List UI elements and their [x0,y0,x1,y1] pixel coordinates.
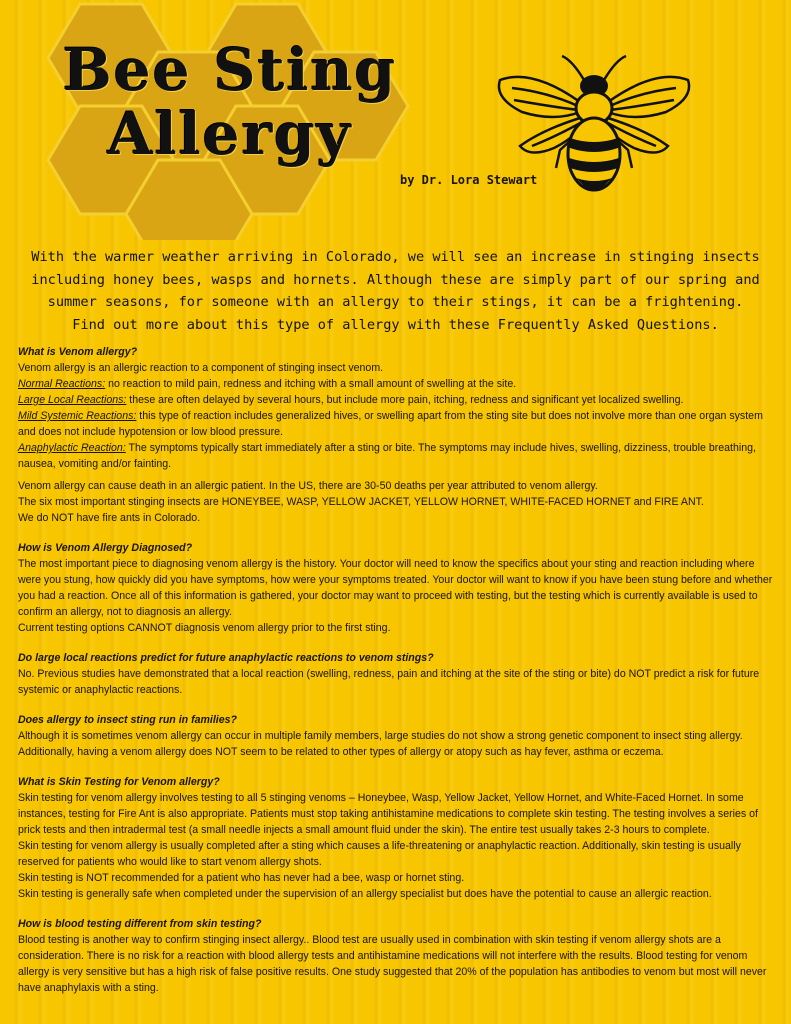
faq-paragraph: Skin testing is generally safe when completed under the supervision of an allergy specialist but does have the potential to cause an allergic reaction. [18,888,712,900]
reaction-label: Mild Systemic Reactions: [18,410,137,422]
author-byline: by Dr. Lora Stewart [400,173,538,187]
faq-paragraph: Skin testing for venom allergy is usually completed after a sting which causes a life-threatening or anaphylactic reaction. Additionally, skin testing is usually reserved for patients who would like to start venom allergy shots. [18,840,741,868]
intro-text [18,246,773,336]
reaction-label: Normal Reactions: [18,378,106,390]
faq-paragraph: Skin testing for venom allergy involves testing to all 5 stinging venoms – Honeybee, Wasp, Yellow Jacket, Yellow Hornet, and White-Faced Hornet. In some instances, testing for Fire Ant is also appropriate. Patients must stop taking antihistamine medications to complete skin testing. The testing involves a series of prick tests and then intradermal test (a small needle injects a small amount fluid under the skin). The entire test usually takes 2-3 hours to complete. [18,792,758,836]
reaction-label: Large Local Reactions: [18,394,127,406]
title-line-2: Allergy [107,100,353,168]
reaction-text: these are often delayed by several hours, but include more pain, itching, redness and significant yet localized swelling. [126,394,684,406]
faq-paragraph [18,392,778,408]
reaction-label: Anaphylactic Reaction: [18,442,126,454]
faq-question: What is Venom allergy? [18,346,138,358]
bee-icon [492,50,697,192]
faq-paragraph: Venom allergy is an allergic reaction to a component of stinging insect venom. [18,362,384,374]
header [0,0,791,240]
faq-paragraph: Skin testing is NOT recommended for a patient who has never had a bee, wasp or hornet sting. [18,872,465,884]
faq-paragraph: The most important piece to diagnosing venom allergy is the history. Your doctor will need to know the specifics about your sting and reaction including where were you stung, how quickly did you have symptoms, how were your symptoms treated. Your doctor will want to know if you have been stung before and whether you had a reaction. Once all of this information is gathered, your doctor may want to proceed with testing, but the testing which is currently available is used to confirm an allergy, not to diagnosis an allergy. [18,558,773,618]
reaction-text: The symptoms typically start immediately after a sting or bite. The symptoms may include hives, swelling, dizziness, trouble breathing, nausea, vomiting and/or fainting. [18,442,756,470]
faq-content [18,344,778,996]
faq-question: How is blood testing different from skin testing? [18,918,262,930]
faq-paragraph [18,408,778,440]
faq-paragraph: No. Previous studies have demonstrated that a local reaction (swelling, redness, pain and itching at the site of the sting or bite) do NOT predict a risk for future systemic or anaphylactic reactions. [18,668,760,696]
faq-question: How is Venom Allergy Diagnosed? [18,542,193,554]
faq-question: What is Skin Testing for Venom allergy? [18,776,220,788]
intro-line: Find out more about this type of allergy with these Frequently Asked Questions. [72,316,719,333]
intro-line: including honey bees, wasps and hornets. Although these are simply part of our spring and [31,271,760,288]
faq-paragraph: The six most important stinging insects are HONEYBEE, WASP, YELLOW JACKET, YELLOW HORNET, WHITE-FACED HORNET and FIRE ANT. [18,496,704,508]
reaction-text: no reaction to mild pain, redness and itching with a small amount of swelling at the site. [105,378,517,390]
faq-paragraph: Blood testing is another way to confirm stinging insect allergy.. Blood test are usually used in combination with skin testing if venom allergy shots are a consideration. There is no risk for a reaction with blood allergy tests and antihistamine medications will not interfere with the results. Blood testing for venom allergy is very sensitive but has a high risk of false positive results. One study suggested that 20% of the population has antibodies to venom but most will never have anaphylaxis with a sting. [18,934,767,994]
faq-paragraph [18,376,778,392]
title-line-1: Bee Sting [62,36,398,104]
page-title [60,38,400,166]
faq-paragraph: We do NOT have fire ants in Colorado. [18,512,201,524]
faq-question: Do large local reactions predict for future anaphylactic reactions to venom stings? [18,652,434,664]
faq-paragraph [18,440,778,472]
faq-paragraph: Current testing options CANNOT diagnosis venom allergy prior to the first sting. [18,622,391,634]
faq-paragraph: Venom allergy can cause death in an allergic patient. In the US, there are 30-50 deaths per year attributed to venom allergy. [18,480,598,492]
faq-paragraph: Although it is sometimes venom allergy can occur in multiple family members, large studies do not show a strong genetic component to insect sting allergy. Additionally, having a venom allergy does NOT seem to be related to other types of allergy or atopy such as hay fever, asthma or eczema. [18,730,743,758]
intro-line: summer seasons, for someone with an allergy to their stings, it can be a frightening. [47,294,744,310]
intro-line: With the warmer weather arriving in Colorado, we will see an increase in stinging insects [31,249,760,265]
reaction-text: this type of reaction includes generalized hives, or swelling apart from the sting site but does not involve more than one organ system and does not include hypotension or low blood pressure. [18,410,763,438]
faq-question: Does allergy to insect sting run in families? [18,714,237,726]
